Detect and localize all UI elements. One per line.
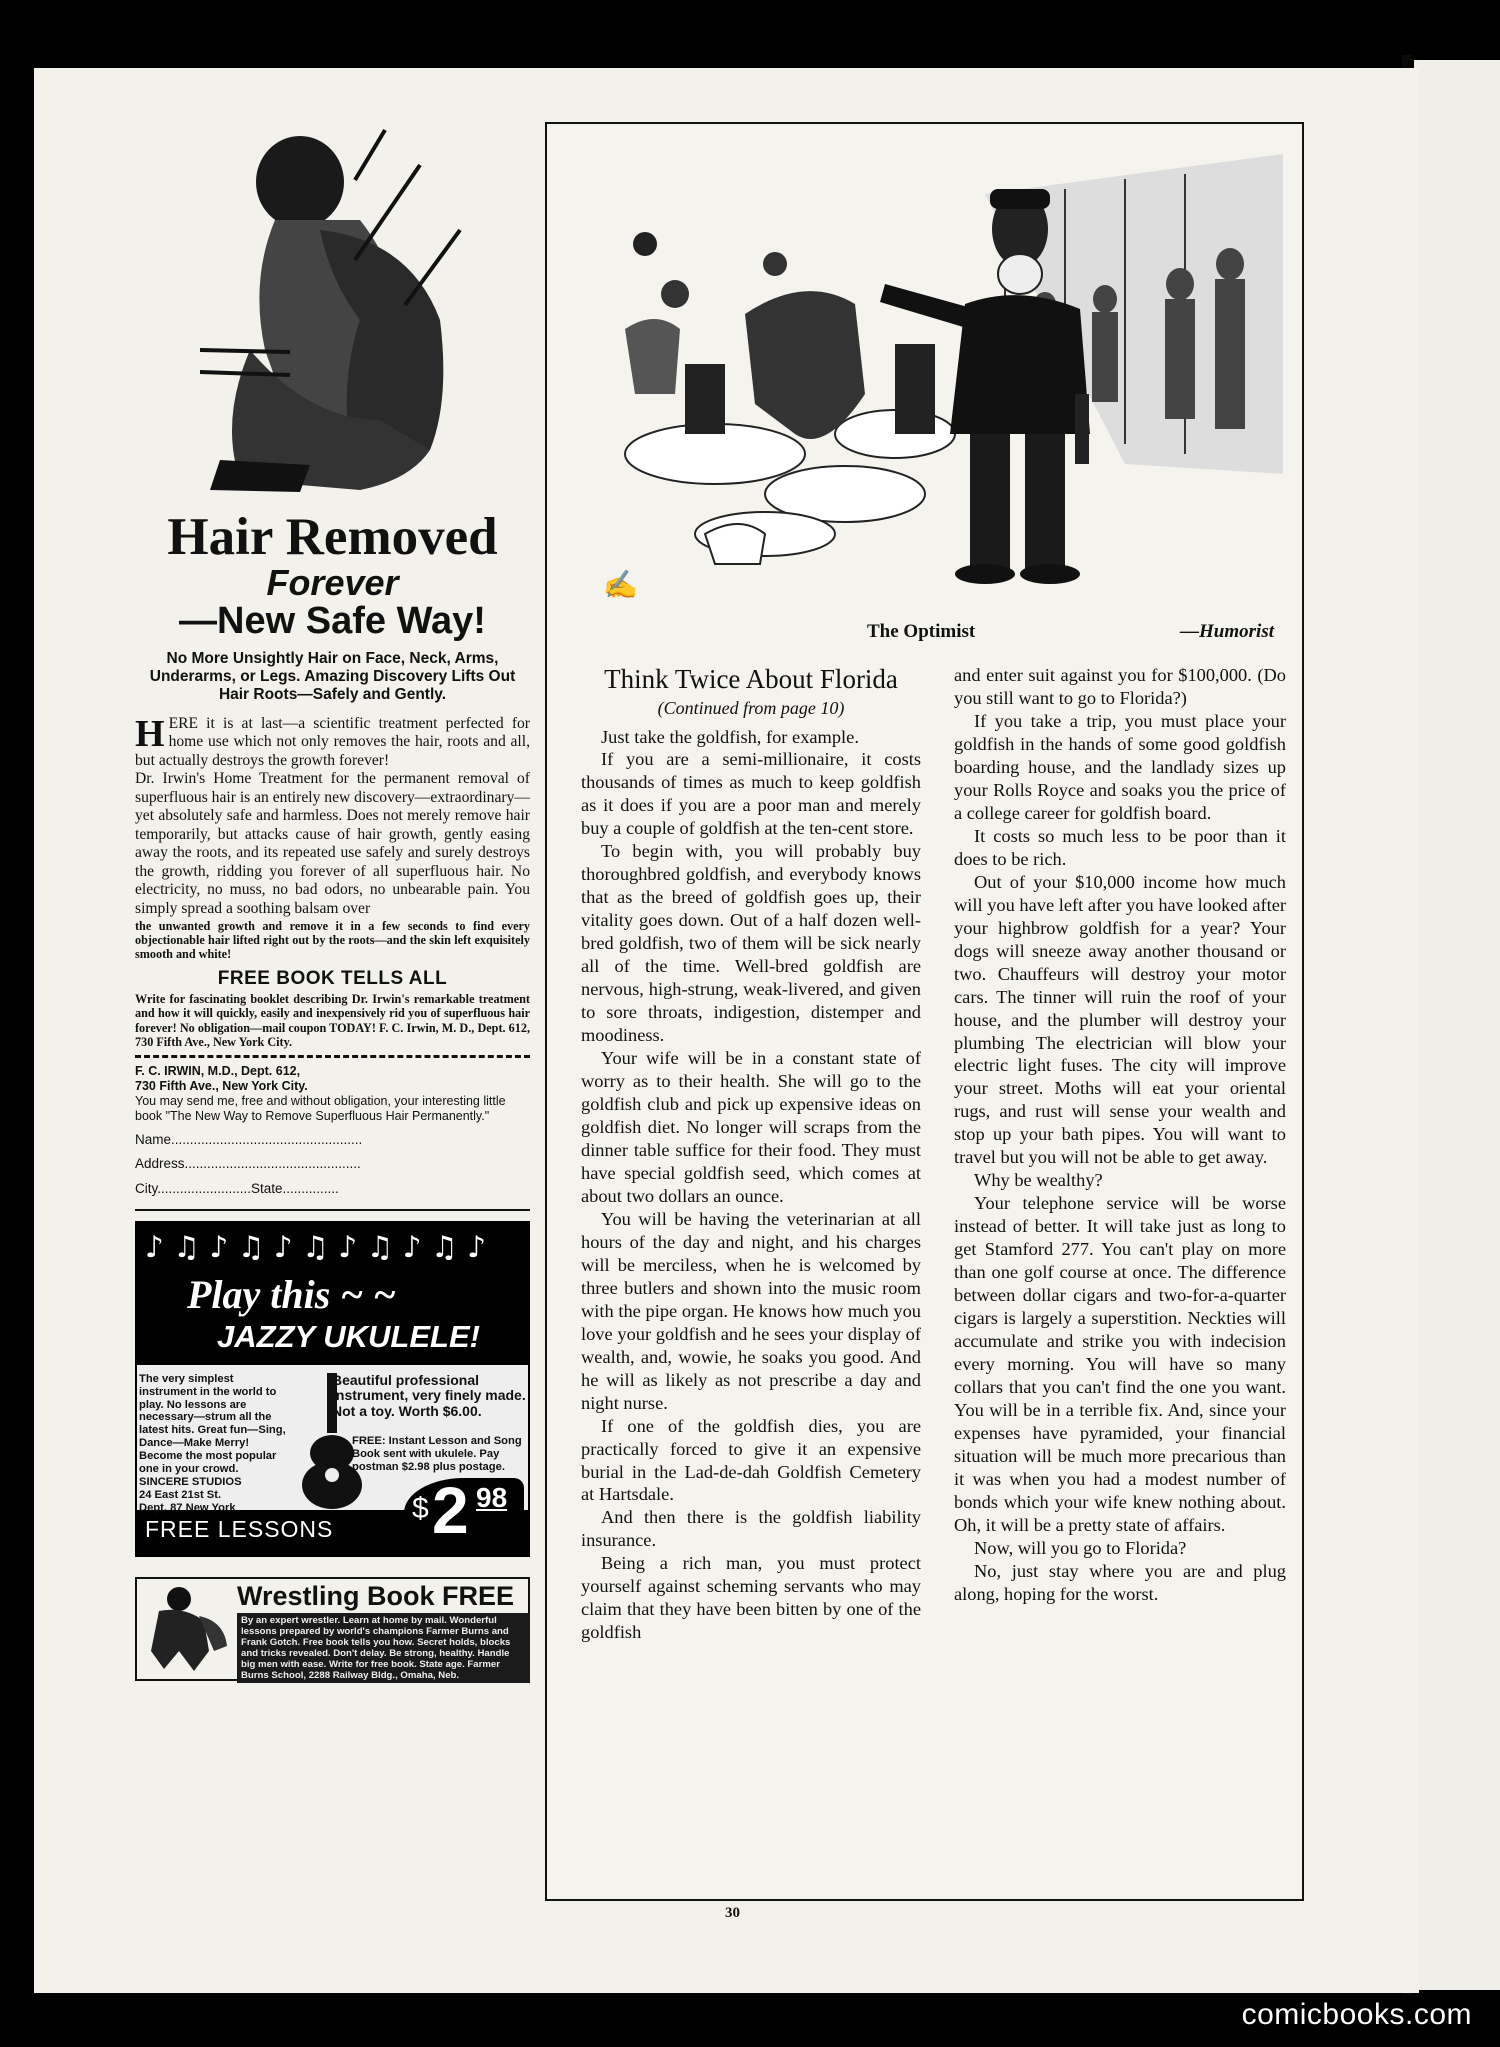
coupon-address-field: Address............................................... xyxy=(135,1156,361,1172)
ukulele-ad-free-offer: FREE: Instant Lesson and Song Book sent with ukulele. Pay postman $2.98 plus postage. xyxy=(352,1434,522,1473)
story-paragraph: If one of the goldfish dies, you are practically forced to give it an expensive burial in the Lad-de-dah Goldfish Cemetery at Hartsdale. xyxy=(581,1415,921,1505)
story-paragraph: and enter suit against you for $100,000. (Do you still want to go to Florida?) xyxy=(954,665,1286,708)
svg-text:♪ ♫ ♪ ♫ ♪ ♫ ♪ ♫ ♪ ♫ ♪: ♪ ♫ ♪ ♫ ♪ ♫ ♪ ♫ ♪ ♫ ♪ xyxy=(144,1229,487,1265)
story-column-2 xyxy=(954,664,1286,1606)
price-dollars: 2 xyxy=(432,1472,469,1547)
ad-subheadline-forever: Forever xyxy=(266,562,399,603)
ad-subheadline-safe-way: —New Safe Way! xyxy=(179,599,486,642)
ukulele-ad-side-body: The very simplest instrument in the world to play. No lessons are necessary—strum all the latest hits. Great fun—Sing, Dance—Make Merry! Become the most popular one in your crowd. xyxy=(139,1372,286,1475)
story-column-1-paragraphs xyxy=(581,726,921,1645)
ad-body-paragraph-1: ERE it is at last—a scientific treatment perfected for home use which not only removes the hair, roots and all, but actually destroys the growth forever! xyxy=(135,714,530,769)
story-paragraph: It costs so much less to be poor than it does to be rich. xyxy=(954,825,1286,869)
ad-photo xyxy=(180,120,490,505)
ukulele-ad-dept: Dept. 87 New York xyxy=(139,1501,236,1514)
cartoon-caption: The Optimist xyxy=(867,621,976,642)
coupon-city-state-field: City.........................State............... xyxy=(135,1180,339,1196)
story-paragraph: Just take the goldfish, for example. xyxy=(601,726,859,747)
free-book-text: Write for fascinating booklet describing Dr. Irwin's remarkable treatment and how it will quickly, easily and inexpensively rid you of superfluous hair forever! No obligation—mail coupon TODAY! F. C. Irwin, M. D., Dept. 612, 730 Fifth Ave., New York City. xyxy=(135,991,530,1049)
story-paragraph: Now, will you go to Florida? xyxy=(974,1537,1187,1558)
page-number: 30 xyxy=(725,1905,740,1921)
story-paragraph: Why be wealthy? xyxy=(974,1170,1103,1191)
ukulele-ad-jazzy-headline: JAZZY UKULELE! xyxy=(217,1318,480,1354)
story-column-2-paragraphs xyxy=(954,664,1286,1606)
story-title: Think Twice About Florida xyxy=(604,664,898,694)
ukulele-ad xyxy=(135,1221,530,1557)
story-paragraph: Your telephone service will be worse instead of better. It will take just as long to get Stamford 277. You can't play on more than one golf course at once. The difference between dollar cigars and two-for-a-quarter cigars is largely a superstition. Neckties will accumulate and strike you with indecision every morning. You will have so many collars that you can't find the one you want. You will be in a terrible fix. And, since your expenses have pyramided, your financial situation will be much more precarious than it was when you had a modest number of bonds which your wife knew nothing about. Oh, it will be a pretty state of affairs. xyxy=(954,1193,1286,1535)
ad-dropcap: H xyxy=(135,712,165,755)
svg-text:✍: ✍ xyxy=(603,568,638,601)
coupon-name-field: Name................................................... xyxy=(135,1132,363,1148)
free-book-heading: FREE BOOK TELLS ALL xyxy=(217,967,448,989)
seated-woman-illustration xyxy=(180,120,490,505)
watermark: comicbooks.com xyxy=(1241,1998,1472,2031)
story-paragraph: Out of your $10,000 income how much will you have left after you have looked after your highbrow goldfish for a year? Your dogs will sneeze away another thousand or two. Chauffeurs will destroy your motor cars. The tinner will ruin the roof of your house, and the plumber will destroy your plumbing The electrician will blow your electric light fuses. The city will improve your street. Moths will eat your oriental rugs, and rust will sense your wealth and stop up your bath pipes. You will want to travel but you will not be able to get away. xyxy=(954,871,1286,1168)
ukulele-ad-side-text xyxy=(139,1373,294,1515)
ukulele-ad-studio: SINCERE STUDIOS xyxy=(139,1475,242,1488)
music-notes-banner xyxy=(137,1223,528,1269)
policeman-cartoon xyxy=(565,134,1283,619)
story-paragraph: And then there is the goldfish liability insurance. xyxy=(581,1507,921,1551)
wrestling-ad-body: By an expert wrestler. Learn at home by mail. Wonderful lessons prepared by world's champions Farmer Burns and Frank Gotch. Free book tells you how. Secret holds, blocks and tricks revealed. Don't delay. Be strong, healthy. Handle big men with ease. Write for free book. State age. Farmer Burns School, 2288 Railway Bldg., Omaha, Neb. xyxy=(237,1613,530,1683)
story-column-1 xyxy=(581,664,921,1644)
wrestling-ad xyxy=(135,1577,530,1681)
coupon-address-1: F. C. IRWIN, M.D., Dept. 612, xyxy=(135,1064,301,1079)
ad-lead-text: No More Unsightly Hair on Face, Neck, Arms, Underarms, or Legs. Amazing Discovery Lifts Out Hair Roots—Safely and Gently. xyxy=(149,649,516,704)
ad-body xyxy=(135,712,530,919)
coupon-text: You may send me, free and without obligation, your interesting little book "The New Way to Remove Superfluous Hair Permanently." xyxy=(135,1094,506,1124)
ad-body-small: the unwanted growth and remove it in a few seconds to find every objectionable hair lifted right out by the roots—and the skin left exquisitely smooth and white! xyxy=(135,918,530,962)
ad-divider xyxy=(135,1209,530,1211)
story-box xyxy=(545,122,1304,1901)
ad-body-paragraph-2: Dr. Irwin's Home Treatment for the permanent removal of superfluous hair is an entirely new discovery—extraordinary—yet absolutely safe and harmless. Does not merely remove hair temporarily, but attacks cause of hair growth, gently easing away the roots, and its repeated use safely and surely destroys the growth, ridding you forever of all superfluous hair. No electricity, no muss, no bad odors, no unbearable pain. You simply spread a soothing balsam over xyxy=(135,770,530,917)
wrestling-ad-title: Wrestling Book FREE xyxy=(237,1580,515,1611)
story-paragraph: To begin with, you will probably buy thoroughbred goldfish, and everybody knows that as the breed of goldfish goes up, their vitality goes down. Out of a half dozen well-bred goldfish, two of them will be sick nearly all of the time. Well-bred goldfish are nervous, high-strung, weak-livered, and given to sore throats, indigestion, distemper and moodiness. xyxy=(581,841,921,1046)
price-dollar-sign: $ xyxy=(412,1491,429,1525)
price-cents: 98 xyxy=(476,1481,508,1513)
adjacent-page-edge xyxy=(1408,60,1500,1990)
story-paragraph: If you are a semi-millionaire, it costs thousands of times as much to keep goldfish as it does if you are a poor man and merely buy a couple of goldfish at the ten-cent store. xyxy=(581,749,921,839)
story-paragraph: Being a rich man, you must protect yourself against scheming servants who may claim that they have been bitten by one of the goldfish xyxy=(581,1553,921,1643)
advertisement-column xyxy=(135,120,530,1681)
wrestler-icon xyxy=(139,1581,231,1675)
story-continued-note: (Continued from page 10) xyxy=(657,698,845,719)
ukulele-ad-free-lessons: FREE LESSONS xyxy=(145,1515,334,1542)
coupon-address-2: 730 Fifth Ave., New York City. xyxy=(135,1079,308,1094)
ad-headline: Hair Removed xyxy=(167,508,498,566)
story-paragraph: You will be having the veterinarian at all hours of the day and night, and his charges will be merciless, when he is welcomed by three butlers and shown into the music room with the pipe organ. He knows how much you love your goldfish and he sees your display of wealth, and, wowie, he soaks you good. And he will as likely as not prescribe a day and night nurse. xyxy=(581,1208,921,1413)
story-paragraph: If you take a trip, you must place your goldfish in the hands of some good goldfish boarding house, and the landlady sizes up your Rolls Royce and soaks you the price of a college career for goldfish board. xyxy=(954,710,1286,823)
ukulele-ad-play-headline: Play this ~ ~ xyxy=(187,1271,396,1317)
cartoon-credit: —Humorist xyxy=(1180,621,1274,642)
coupon xyxy=(135,1064,530,1197)
story-paragraph: Your wife will be in a constant state of worry as to their health. She will go to the goldfish club and pick up expensive ideas on goldfish diet. No longer will scraps from the dinner table suffice for their food. They must have special goldfish seed, which comes at about two dollars an ounce. xyxy=(581,1048,921,1206)
coupon-cut-line xyxy=(135,1055,530,1058)
story-paragraph: No, just stay where you are and plug along, hoping for the worst. xyxy=(954,1560,1286,1604)
ukulele-ad-description: Beautiful professional instrument, very finely made. Not a toy. Worth $6.00. xyxy=(332,1371,526,1419)
ukulele-ad-street: 24 East 21st St. xyxy=(139,1488,222,1501)
ukulele-ad-price xyxy=(404,1472,524,1548)
